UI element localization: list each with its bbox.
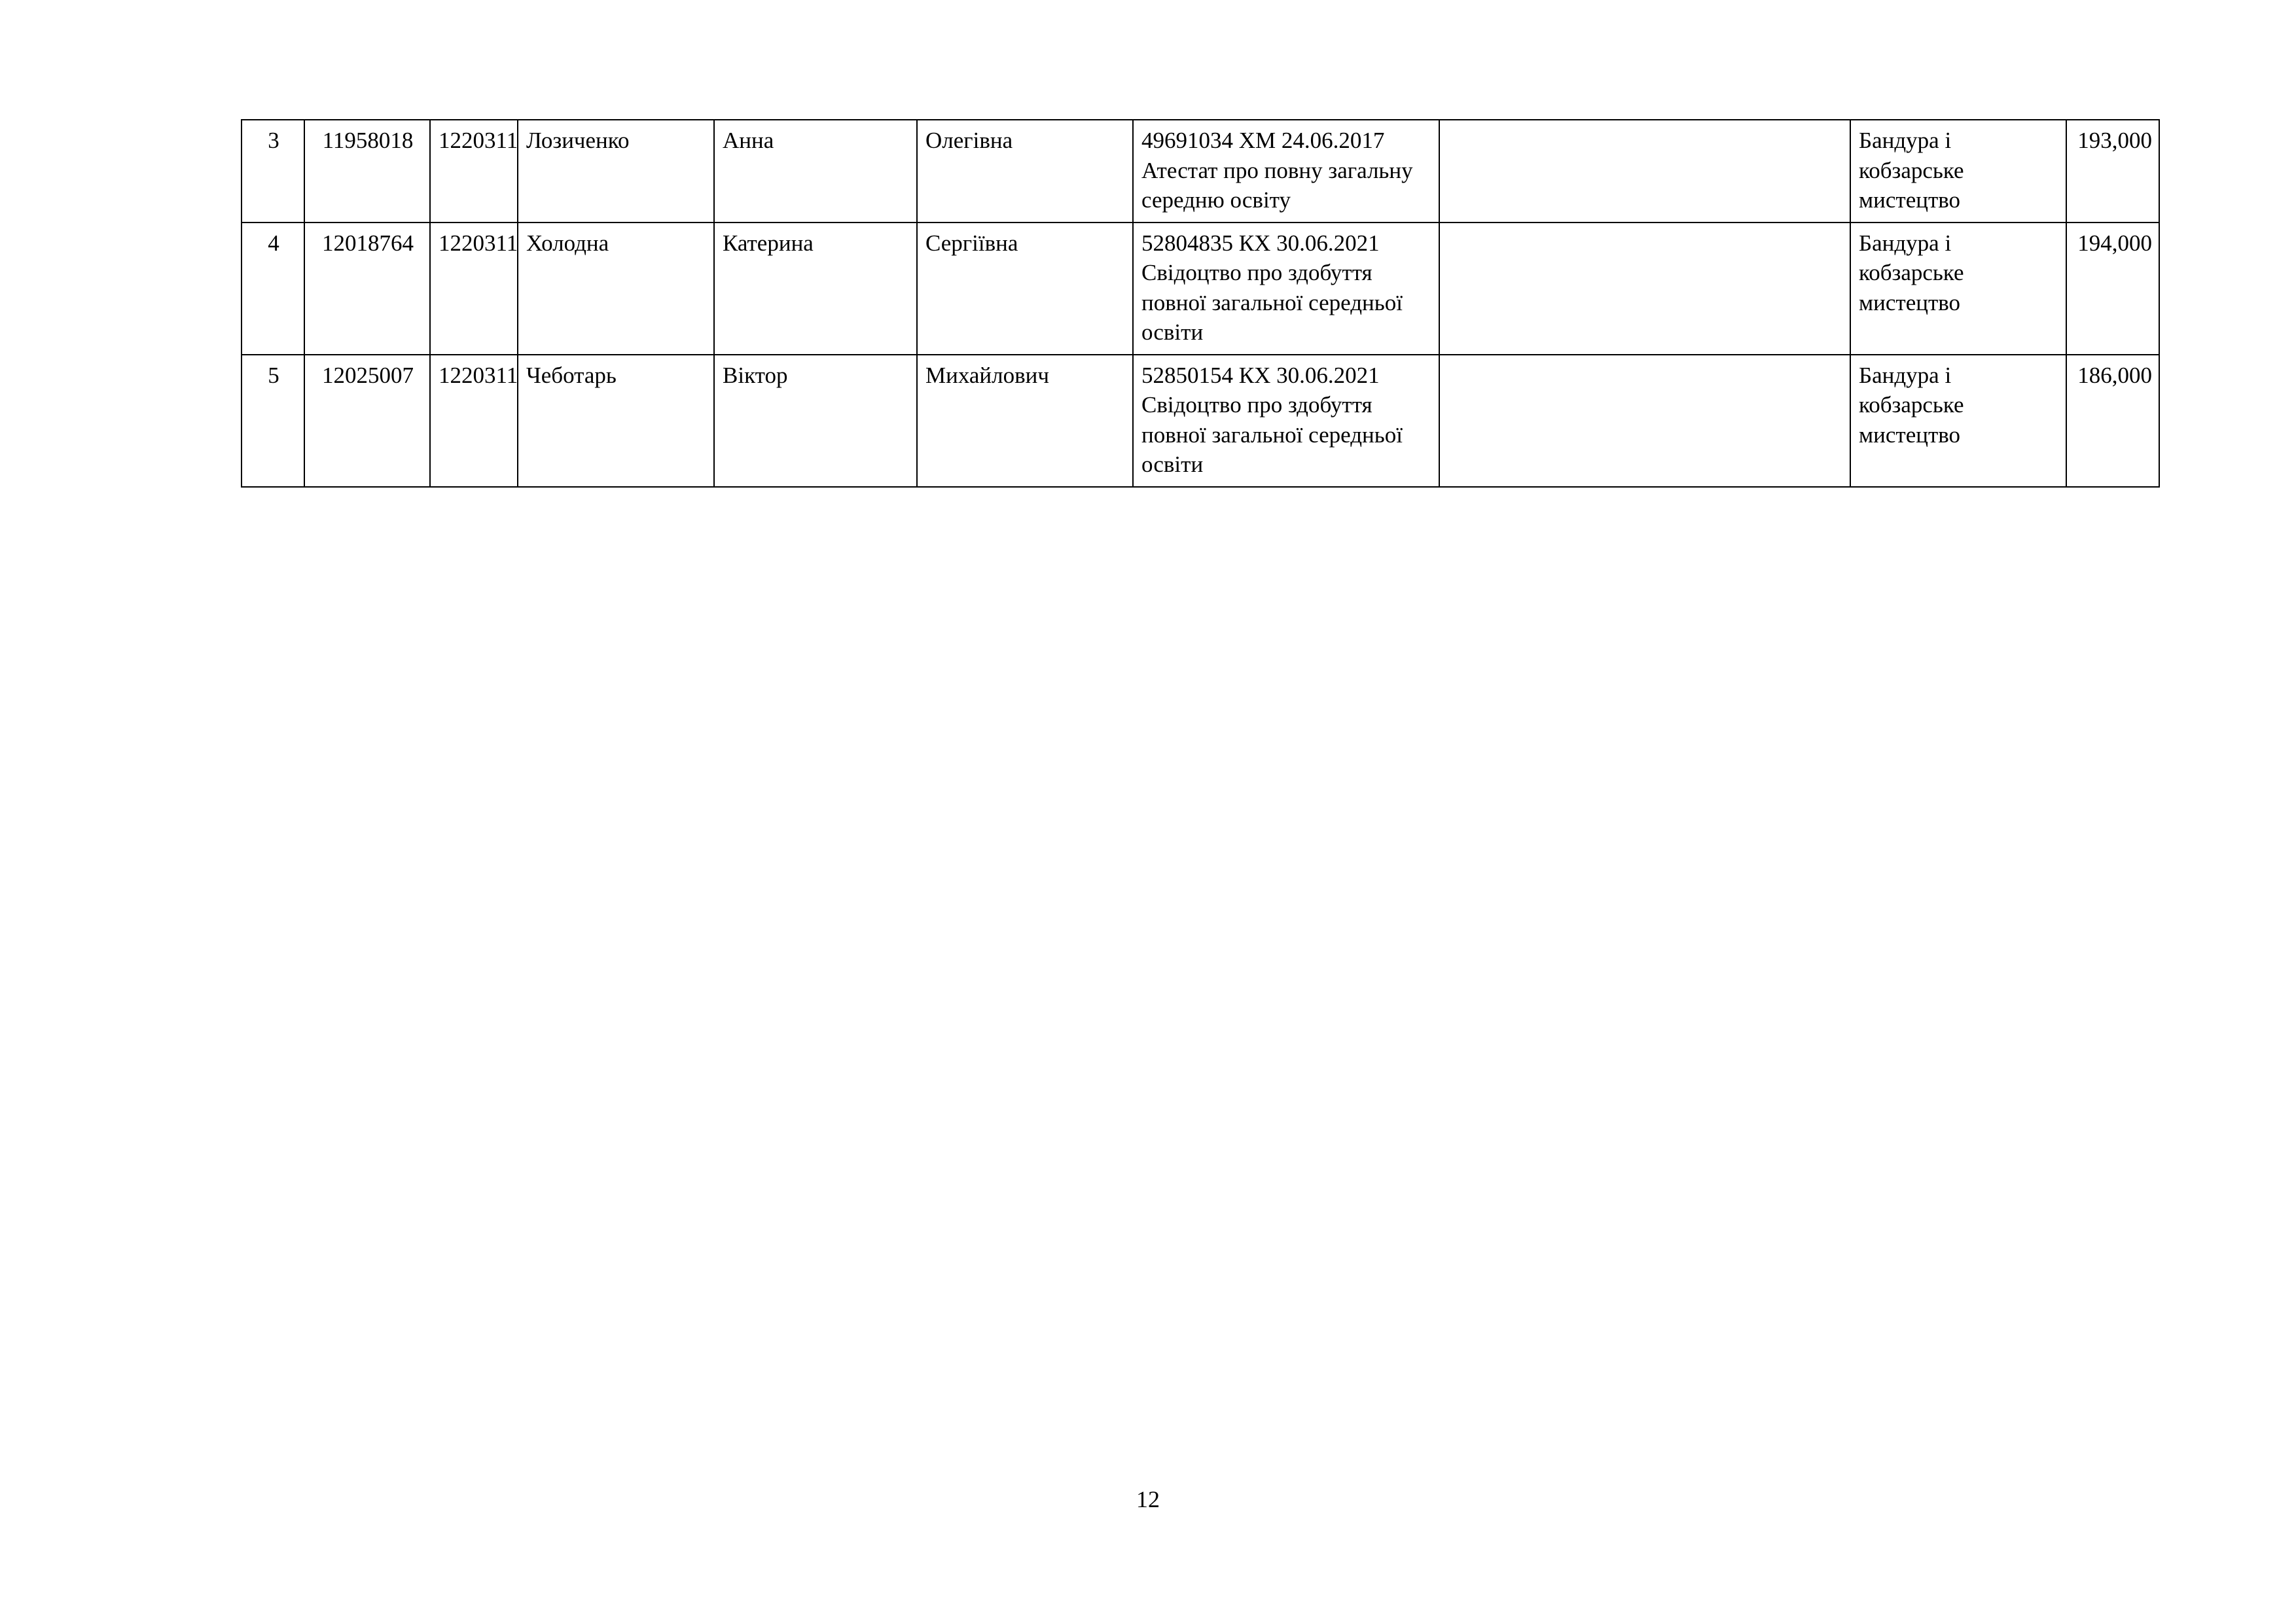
cell-specialty: Бандура і кобзарське мистецтво (1850, 120, 2066, 223)
cell-patronymic: Сергіївна (917, 223, 1133, 355)
cell-amount: 186,000 (2066, 355, 2159, 487)
cell-notes (1439, 355, 1850, 487)
cell-amount: 193,000 (2066, 120, 2159, 223)
cell-row-number: 3 (242, 120, 304, 223)
table-row (242, 355, 2159, 487)
cell-specialty: Бандура і кобзарське мистецтво (1850, 223, 2066, 355)
cell-document: 49691034 ХМ 24.06.2017 Атестат про повну загальну середню освіту (1133, 120, 1439, 223)
cell-code: 1220311 (430, 355, 518, 487)
cell-last-name: Холодна (518, 223, 714, 355)
cell-record-id: 12025007 (304, 355, 430, 487)
cell-last-name: Чеботарь (518, 355, 714, 487)
cell-code: 1220311 (430, 223, 518, 355)
applicants-table (241, 119, 2160, 488)
cell-first-name: Віктор (714, 355, 917, 487)
cell-patronymic: Олегівна (917, 120, 1133, 223)
cell-first-name: Катерина (714, 223, 917, 355)
cell-amount: 194,000 (2066, 223, 2159, 355)
cell-specialty: Бандура і кобзарське мистецтво (1850, 355, 2066, 487)
applicants-table-container (241, 119, 2159, 488)
cell-patronymic: Михайлович (917, 355, 1133, 487)
cell-document: 52804835 КХ 30.06.2021 Свідоцтво про здобуття повної загальної середньої освіти (1133, 223, 1439, 355)
cell-record-id: 12018764 (304, 223, 430, 355)
cell-row-number: 5 (242, 355, 304, 487)
cell-code: 1220311 (430, 120, 518, 223)
table-row (242, 120, 2159, 223)
cell-notes (1439, 120, 1850, 223)
cell-notes (1439, 223, 1850, 355)
cell-document: 52850154 КХ 30.06.2021 Свідоцтво про здобуття повної загальної середньої освіти (1133, 355, 1439, 487)
cell-row-number: 4 (242, 223, 304, 355)
table-row (242, 223, 2159, 355)
cell-last-name: Лозиченко (518, 120, 714, 223)
cell-record-id: 11958018 (304, 120, 430, 223)
page-number: 12 (1136, 1486, 1160, 1512)
cell-first-name: Анна (714, 120, 917, 223)
